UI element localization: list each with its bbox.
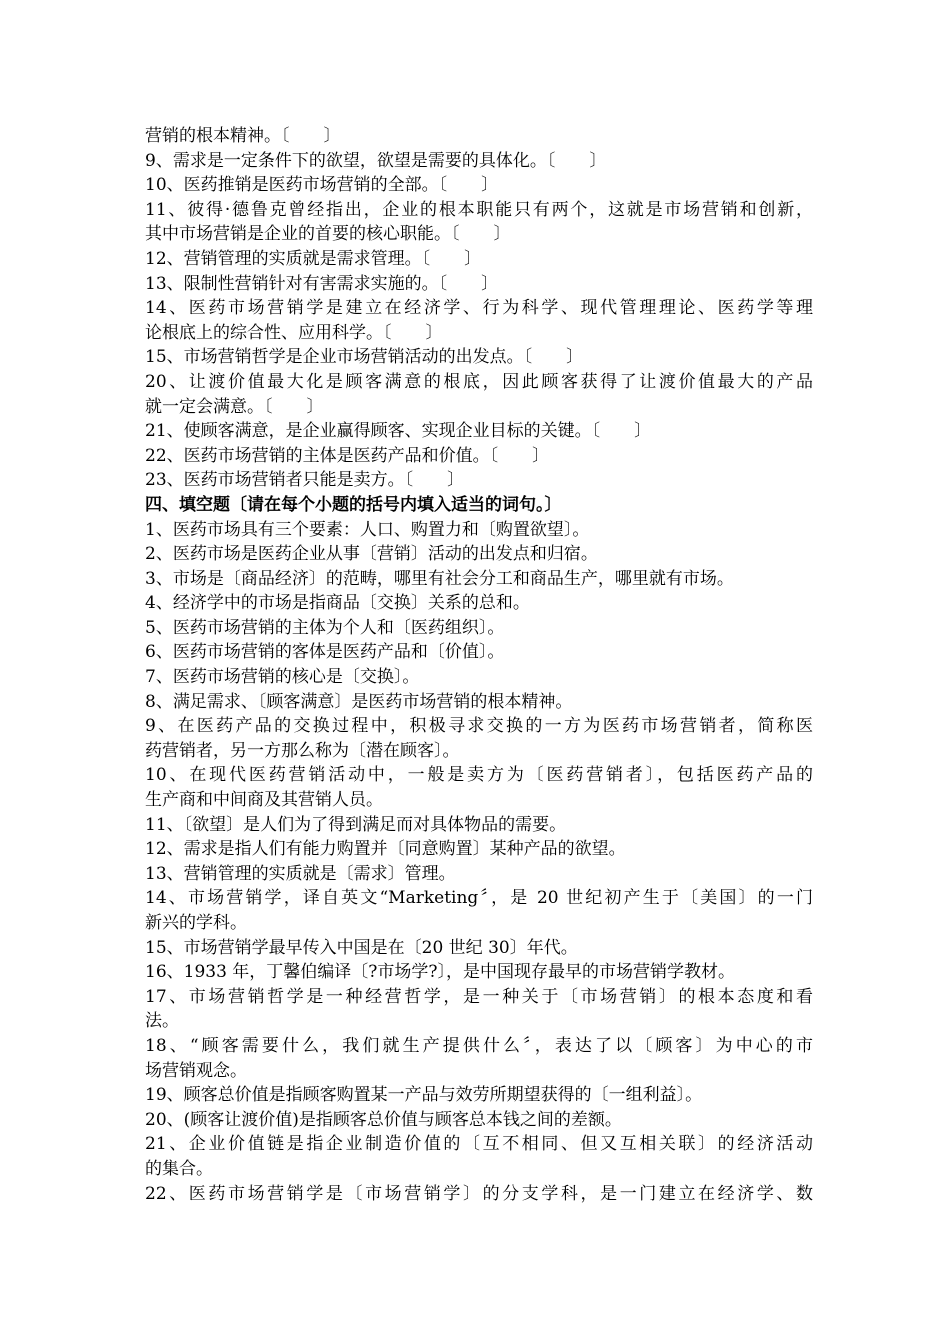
text-line: 12、营销管理的实质就是需求管理。〔 〕 bbox=[145, 248, 482, 269]
text-line: 生产商和中间商及其营销人员。 bbox=[145, 790, 383, 811]
text-line: 21、使顾客满意，是企业赢得顾客、实现企业目标的关键。〔 〕 bbox=[145, 421, 652, 442]
text-line: 21、企业价值链是指企业制造价值的〔互不相同、但又互相关联〕的经济活动 bbox=[145, 1134, 813, 1155]
text-line: 14、医药市场营销学是建立在经济学、行为科学、现代管理理论、医药学等理 bbox=[145, 298, 813, 319]
text-line: 10、医药推销是医药市场营销的全部。〔 〕 bbox=[145, 175, 499, 196]
text-line: 11、彼得·德鲁克曾经指出，企业的根本职能只有两个，这就是市场营销和创新， bbox=[145, 199, 813, 220]
text-line: 13、限制性营销针对有害需求实施的。〔 〕 bbox=[145, 273, 499, 294]
section-heading: 四、填空题〔请在每个小题的括号内填入适当的词句。〕 bbox=[145, 494, 562, 515]
text-line: 就一定会满意。〔 〕 bbox=[145, 396, 324, 417]
text-line: 2、医药市场是医药企业从事〔营销〕活动的出发点和归宿。 bbox=[145, 544, 598, 565]
text-line: 22、医药市场营销的主体是医药产品和价值。〔 〕 bbox=[145, 445, 550, 466]
text-line: 10、在现代医药营销活动中，一般是卖方为〔医药营销者〕，包括医药产品的 bbox=[145, 765, 813, 786]
text-line: 新兴的学科。 bbox=[145, 913, 247, 933]
text-line: 其中市场营销是企业的首要的核心职能。〔 〕 bbox=[145, 224, 511, 245]
text-line: 论根底上的综合性、应用科学。〔 〕 bbox=[145, 322, 443, 343]
text-line: 14、市场营销学，译自英文“Marketing〞，是 20 世纪初产生于〔美国〕的一门 bbox=[145, 888, 813, 909]
text-line: 6、医药市场营销的客体是医药产品和〔价值〕。 bbox=[145, 642, 505, 663]
text-line: 15、市场营销哲学是企业市场营销活动的出发点。〔 〕 bbox=[145, 347, 584, 368]
text-line: 7、医药市场营销的核心是〔交换〕。 bbox=[145, 667, 420, 688]
text-line: 12、需求是指人们有能力购置并〔同意购置〕某种产品的欲望。 bbox=[145, 839, 626, 860]
text-line: 3、市场是〔商品经济〕的范畴，哪里有社会分工和商品生产，哪里就有市场。 bbox=[145, 568, 734, 589]
text-line: 9、在医药产品的交换过程中，积极寻求交换的一方为医药市场营销者，简称医 bbox=[145, 716, 813, 737]
text-line: 场营销观念。 bbox=[145, 1060, 247, 1081]
text-line: 13、营销管理的实质就是〔需求〕管理。 bbox=[145, 863, 456, 884]
text-line: 9、需求是一定条件下的欲望，欲望是需要的具体化。〔 〕 bbox=[145, 150, 607, 171]
text-line: 8、满足需求、〔顾客满意〕是医药市场营销的根本精神。 bbox=[145, 691, 573, 712]
text-line: 20、让渡价值最大化是顾客满意的根底，因此顾客获得了让渡价值最大的产品 bbox=[145, 371, 813, 392]
text-line: 18、“顾客需要什么，我们就生产提供什么〞，表达了以〔顾客〕为中心的市 bbox=[145, 1035, 813, 1056]
text-line: 11、〔欲望〕是人们为了得到满足而对具体物品的需要。 bbox=[145, 814, 567, 835]
text-line: 16、1933 年，丁馨伯编译〔?市场学?〕，是中国现存最早的市场营销学教材。 bbox=[145, 962, 736, 983]
document-page bbox=[145, 124, 813, 1206]
text-line: 4、经济学中的市场是指商品〔交换〕关系的总和。 bbox=[145, 593, 530, 614]
text-line: 法。 bbox=[145, 1011, 179, 1032]
text-line: 20、(顾客让渡价值)是指顾客总价值与顾客总本钱之间的差额。 bbox=[145, 1109, 622, 1130]
text-line: 19、顾客总价值是指顾客购置某一产品与效劳所期望获得的〔一组利益〕。 bbox=[145, 1085, 703, 1106]
text-line: 17、市场营销哲学是一种经营哲学，是一种关于〔市场营销〕的根本态度和看 bbox=[145, 986, 813, 1007]
text-line: 22、医药市场营销学是〔市场营销学〕的分支学科，是一门建立在经济学、数 bbox=[145, 1183, 813, 1204]
text-line: 23、医药市场营销者只能是卖方。〔 〕 bbox=[145, 470, 465, 491]
text-line: 1、医药市场具有三个要素：人口、购置力和〔购置欲望〕。 bbox=[145, 519, 590, 540]
text-line: 药营销者，另一方那么称为〔潜在顾客〕。 bbox=[145, 740, 460, 761]
text-line: 的集合。 bbox=[145, 1158, 213, 1179]
text-line: 营销的根本精神。〔 〕 bbox=[145, 126, 341, 146]
text-line: 5、医药市场营销的主体为个人和〔医药组织〕。 bbox=[145, 617, 505, 638]
text-line: 15、市场营销学最早传入中国是在〔20 世纪 30〕年代。 bbox=[145, 937, 578, 958]
